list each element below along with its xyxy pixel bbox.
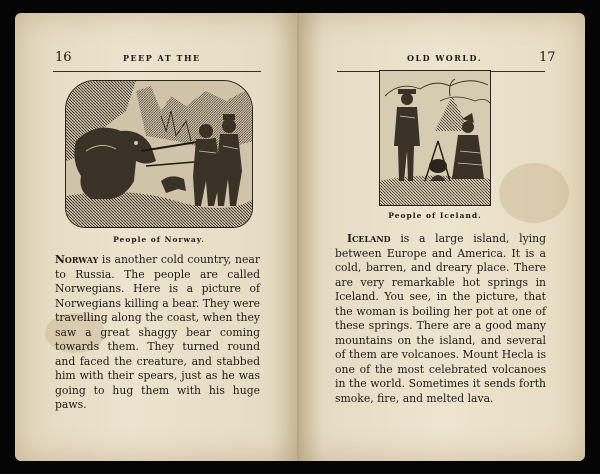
right-page <box>299 13 585 461</box>
left-header-rule <box>53 71 261 72</box>
right-caption: People of Iceland. <box>388 211 482 220</box>
left-page <box>15 13 299 461</box>
iceland-illustration <box>380 71 491 206</box>
right-lead-word: Iceland <box>347 232 391 245</box>
left-caption: People of Norway. <box>113 235 205 244</box>
left-running-head: PEEP AT THE <box>123 53 201 63</box>
norway-illustration <box>66 81 253 228</box>
open-book <box>15 13 585 461</box>
right-body-text <box>335 232 546 406</box>
left-lead-word: Norway <box>55 253 99 266</box>
right-paragraph: is a large island, lying between Europe and America. It is a cold, barren, and dreary place. There are very remarkable hot springs in Iceland. You see, in the picture, that the woman is boiling her pot at one of these springs. There are a good many mountains on the island, and several of them are volcanoes. Mount Hecla is one of the most celebrated volcanoes in the world. Sometimes it sends forth smoke, fire, and melted lava. <box>335 232 546 405</box>
right-page-number: 17 <box>539 50 556 65</box>
left-body-text <box>55 253 260 413</box>
left-page-number: 16 <box>55 50 72 65</box>
people-of-iceland-engraving <box>379 70 491 206</box>
paper-stain <box>499 163 569 223</box>
left-paragraph: is another cold country, near to Russia. The people are called Norwegians. Here is a picture of Norwegians killing a bear. They were travelling along the coast, when they saw a great shaggy bear coming towards them. They turned round and faced the creature, and stabbed him with their spears, just as he was going to hug them with his huge paws. <box>55 253 260 411</box>
right-running-head: OLD WORLD. <box>407 53 482 63</box>
people-of-norway-engraving <box>65 80 253 228</box>
